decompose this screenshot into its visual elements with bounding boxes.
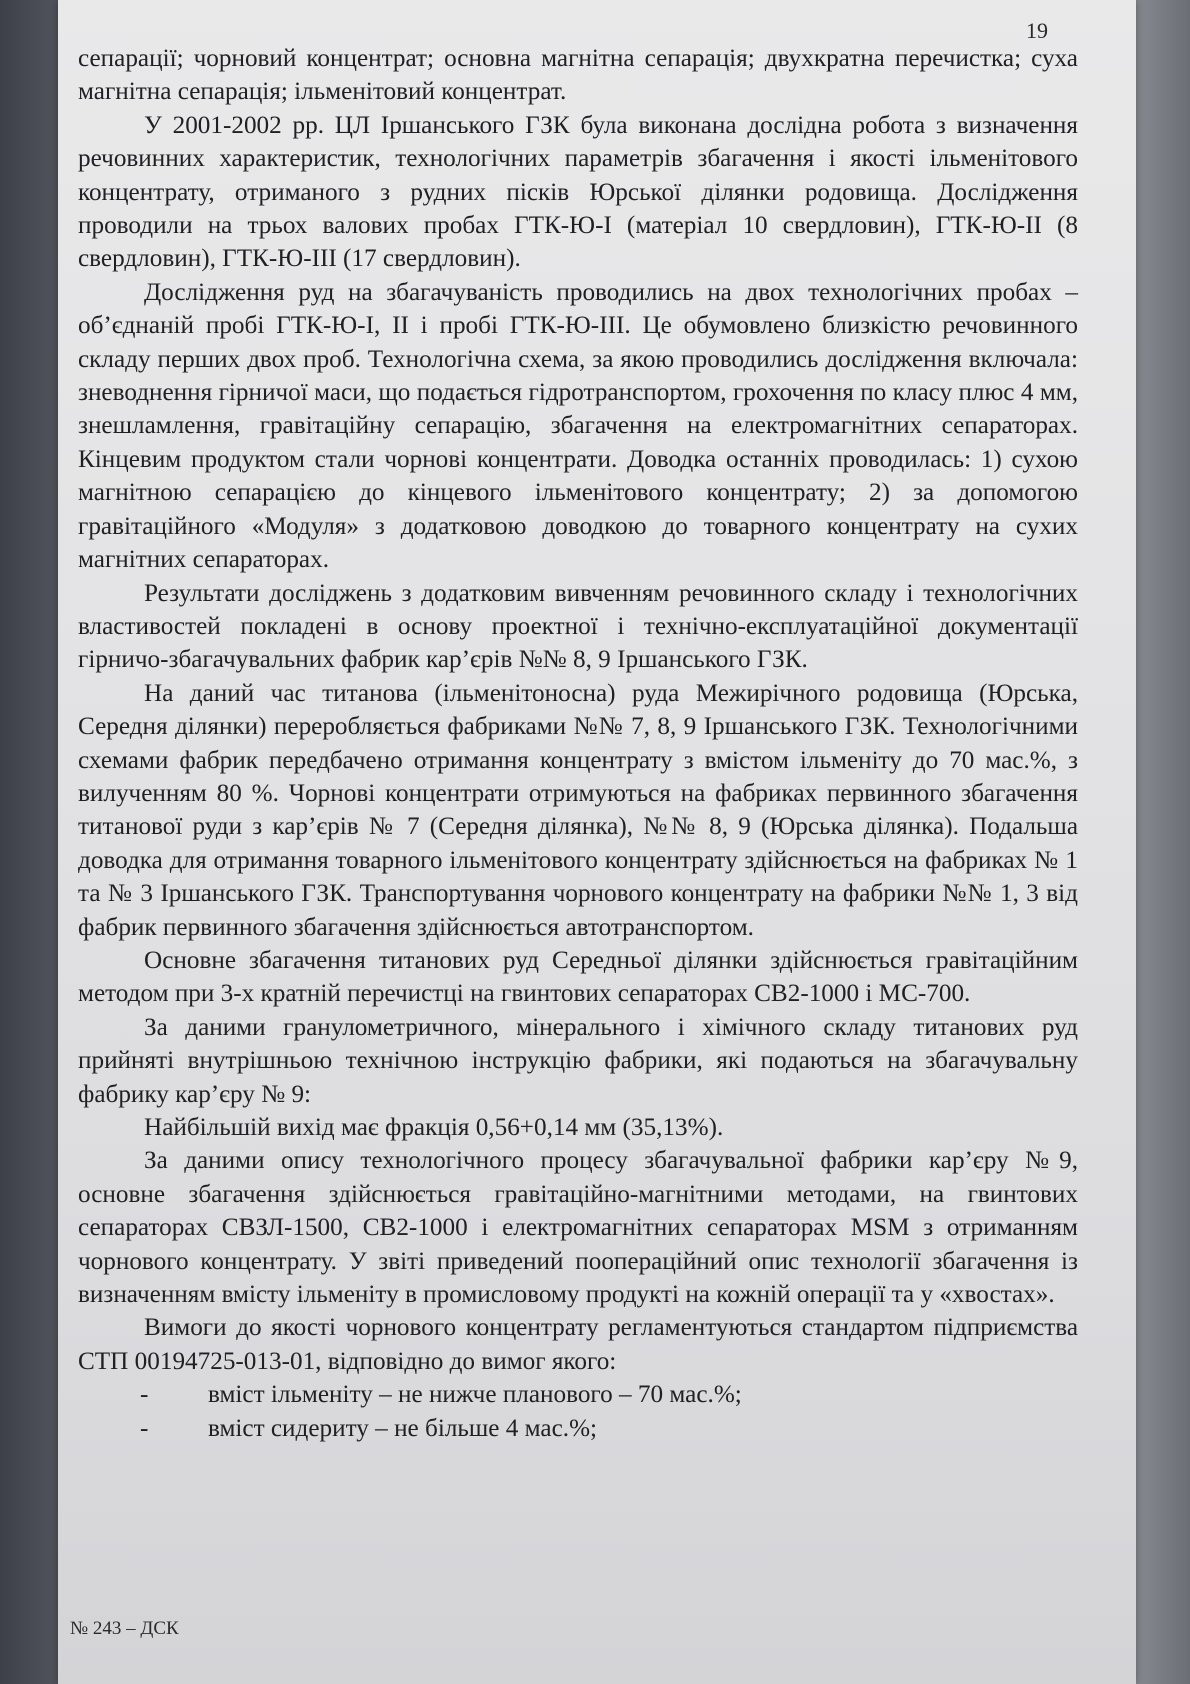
paragraph: У 2001-2002 рр. ЦЛ Іршанського ГЗК була виконана дослідна робота з визначення речовинних характеристик, технологічних параметрів збагачення і якості ільменітового концентрату, отриманого з рудних пісків Юрської ділянки родовища. Дослідження проводили на трьох валових пробах ГТК-Ю-І (матеріал 10 свердловин), ГТК-Ю-ІІ (8 свердловин), ГТК-Ю-ІІІ (17 свердловин). — [78, 111, 1078, 273]
paragraph: Результати досліджень з додатковим вивченням речовинного складу і технологічних властивостей покладені в основу проектної і технічно-експлуатаційної документації гірничо-збагачувальних фабрик кар’єрів №№ 8, 9 Іршанського ГЗК. — [78, 579, 1078, 674]
list-item — [78, 1378, 1078, 1411]
requirements-list — [78, 1378, 1078, 1445]
paragraph: За даними опису технологічного процесу збагачувальної фабрики кар’єру №9, основне збагачення здійснюється гравітаційно-магнітними методами, на гвинтових сепараторах СВЗЛ-1500, СВ2-1000 і електромагнітних сепараторах MSM з отриманням чорнового концентрату. У звіті приведений поопераційний опис технології збагачення із визначенням вмісту ільменіту в промисловому продукті на кожній операції та у «хвостах». — [78, 1147, 1078, 1309]
background-right-edge — [1130, 0, 1190, 1684]
list-item-text: вміст сидериту – не більше 4 мас.%; — [208, 1414, 598, 1442]
list-dash: - — [140, 1381, 149, 1409]
page-number: 19 — [1026, 18, 1048, 43]
paragraph: сепарації; чорновий концентрат; основна магнітна сепарація; двухкратна перечистка; суха магнітна сепарація; ільменітовий концентрат. — [78, 45, 1078, 106]
paragraph: Вимоги до якості чорнового концентрату регламентуються стандартом підприємства СТП 00194725-013-01, відповідно до вимог якого: — [78, 1314, 1078, 1375]
list-item-text: вміст ільменіту – не нижче планового – 70 мас.%; — [208, 1381, 742, 1409]
document-body — [78, 42, 1078, 1445]
paragraph: Дослідження руд на збагачуваність проводились на двох технологічних пробах – об’єднаній пробі ГТК-Ю-І, ІІ і пробі ГТК-Ю-ІІІ. Це обумовлено близкістю речовинного складу перших двох проб. Технологічна схема, за якою проводились дослідження включала: зневоднення гірничої маси, що подається гідротранспортом, грохочення по класу плюс 4 мм, знешламлення, гравітаційну сепарацію, збагачення на електромагнітних сепараторах. Кінцевим продуктом стали чорнові концентрати. Доводка останніх проводилась: 1) сухою магнітною сепарацією до кінцевого ільменітового концентрату; 2) за допомогою гравітаційного «Модуля» з додатковою доводкою до товарного концентрату на сухих магнітних сепараторах. — [78, 278, 1078, 574]
document-page — [58, 0, 1136, 1684]
paragraph: На даний час титанова (ільменітоносна) руда Межирічного родовища (Юрська, Середня ділянки) переробляється фабриками №№ 7, 8, 9 Іршанського ГЗК. Технологічними схемами фабрик передбачено отримання концентрату з вмістом ільменіту до 70 мас.%, з вилученням 80 %. Чорнові концентрати отримуються на фабриках первинного збагачення титанової руди з кар’єрів № 7 (Середня ділянка), №№ 8, 9 (Юрська ділянка). Подальша доводка для отримання товарного ільменітового концентрату здійснюється на фабриках № 1 та № 3 Іршанського ГЗК. Транспортування чорнового концентрату на фабрики №№ 1, 3 від фабрик первинного збагачення здійснюється автотранспортом. — [78, 679, 1078, 941]
paragraph: За даними гранулометричного, мінерального і хімічного складу титанових руд прийняті внутрішньою технічною інструкцію фабрики, які подаються на збагачувальну фабрику кар’єру № 9: — [78, 1013, 1078, 1108]
paragraph: Основне збагачення титанових руд Середньої ділянки здійснюється гравітаційним методом при 3-х кратній перечистці на гвинтових сепараторах СВ2-1000 і МС-700. — [78, 946, 1078, 1008]
list-item — [78, 1412, 1078, 1445]
classification-footer: № 243 – ДСК — [70, 1618, 179, 1639]
paragraph: Найбільшій вихід має фракція 0,56+0,14 мм (35,13%). — [144, 1114, 724, 1141]
list-dash: - — [140, 1414, 149, 1442]
